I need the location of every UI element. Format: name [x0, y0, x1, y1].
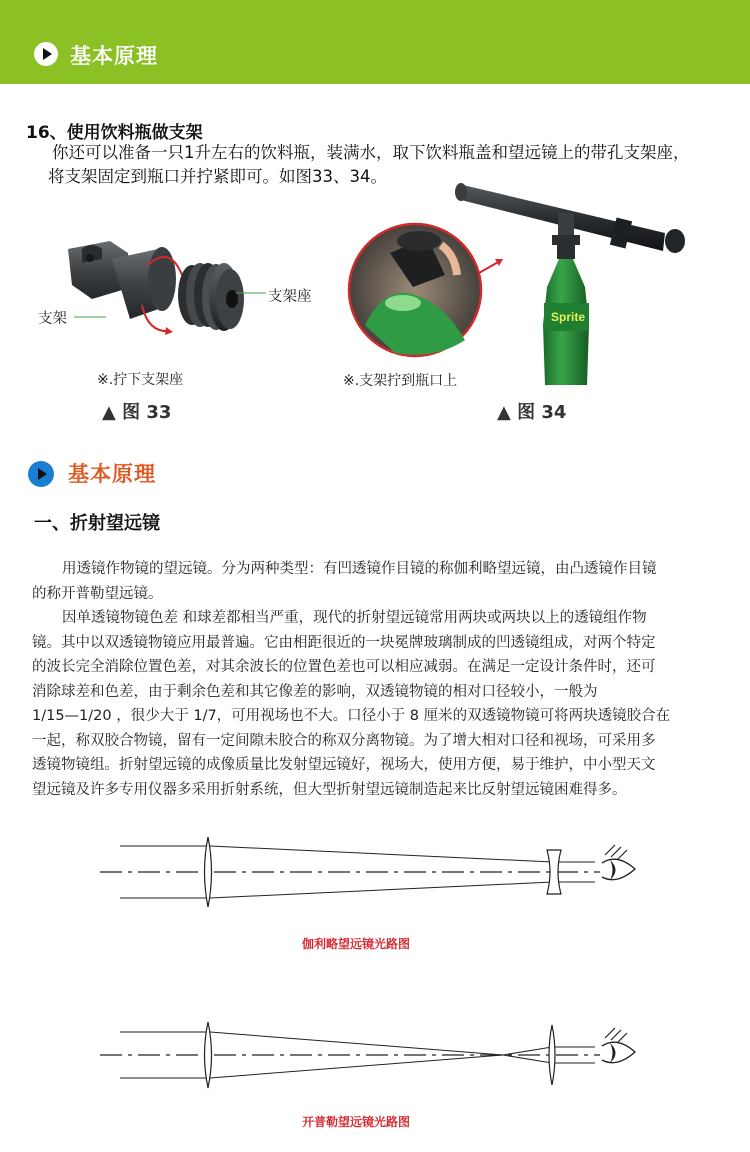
header-banner — [0, 0, 750, 84]
section-title: 基本原理 — [68, 462, 156, 486]
figure-34-illustration — [345, 175, 690, 390]
galilean-diagram — [95, 835, 655, 915]
paragraph-2-line-5: 1/15—1/20 ，很少大于 1/7，可用视场也不大。口径小于 8 厘米的双透镜物镜可将两块透镜胶合在 — [32, 708, 671, 724]
section-16-line-1: 你还可以准备一只1升左右的饮料瓶，装满水，取下饮料瓶盖和望远镜上的带孔支架座， — [52, 143, 690, 162]
kepler-diagram — [95, 1018, 655, 1098]
play-icon — [28, 461, 54, 487]
section-16-line-2: 将支架固定到瓶口并拧紧即可。如图33、34。 — [48, 167, 387, 186]
galilean-caption: 伽利略望远镜光路图 — [302, 937, 411, 951]
paragraph-2 — [32, 606, 722, 802]
subsection-title: 一、折射望远镜 — [34, 513, 160, 534]
paragraph-2-line-4: 消除球差和色差，由于剩余色差和其它像差的影响，双透镜物镜的相对口径较小，一般为 — [32, 683, 598, 700]
figure-33-caption: ※.拧下支架座 — [97, 372, 184, 388]
section-16-title: 16、使用饮料瓶做支架 — [26, 123, 203, 143]
paragraph-2-line-6: 一起，称双胶合物镜，留有一定间隙未胶合的称双分离物镜。为了增大相对口径和视场，可采用多 — [32, 732, 656, 749]
paragraph-2-line-8: 望远镜及许多专用仪器多采用折射系统，但大型折射望远镜制造起来比反射望远镜困难得多。 — [32, 781, 627, 798]
paragraph-2-line-1: 因单透镜物镜色差 和球差都相当严重，现代的折射望远镜常用两块或两块以上的透镜组作物 — [62, 610, 647, 626]
figure-33-label-bracket: 支架 — [38, 311, 67, 327]
figure-34-caption: ※.支架拧到瓶口上 — [343, 373, 458, 389]
kepler-caption: 开普勒望远镜光路图 — [302, 1115, 411, 1129]
header-title: 基本原理 — [70, 44, 158, 68]
paragraph-2-line-2: 镜。其中以双透镜物镜应用最普遍。它由相距很近的一块冕牌玻璃制成的凹透镜组成，对两个特定 — [32, 634, 656, 651]
paragraph-1-line-1: 用透镜作物镜的望远镜。分为两种类型：有凹透镜作目镜的称伽利略望远镜，由凸透镜作目镜 — [62, 561, 657, 577]
paragraph-2-line-3: 的波长完全消除位置色差，对其余波长的位置色差也可以相应减弱。在满足一定设计条件时，还可 — [32, 659, 656, 675]
figure-34-number: ▲ 图 34 — [497, 402, 567, 423]
svg-text:Sprite: Sprite — [551, 310, 586, 324]
figure-33-label-seat: 支架座 — [268, 289, 312, 305]
figure-33-number: ▲ 图 33 — [102, 402, 172, 423]
play-icon — [34, 42, 58, 66]
paragraph-1-line-2: 的称开普勒望远镜。 — [32, 585, 163, 602]
paragraph-2-line-7: 透镜物镜组。折射望远镜的成像质量比发射望远镜好，视场大，使用方便，易于维护，中小型天文 — [32, 757, 656, 773]
paragraph-1 — [32, 557, 722, 606]
